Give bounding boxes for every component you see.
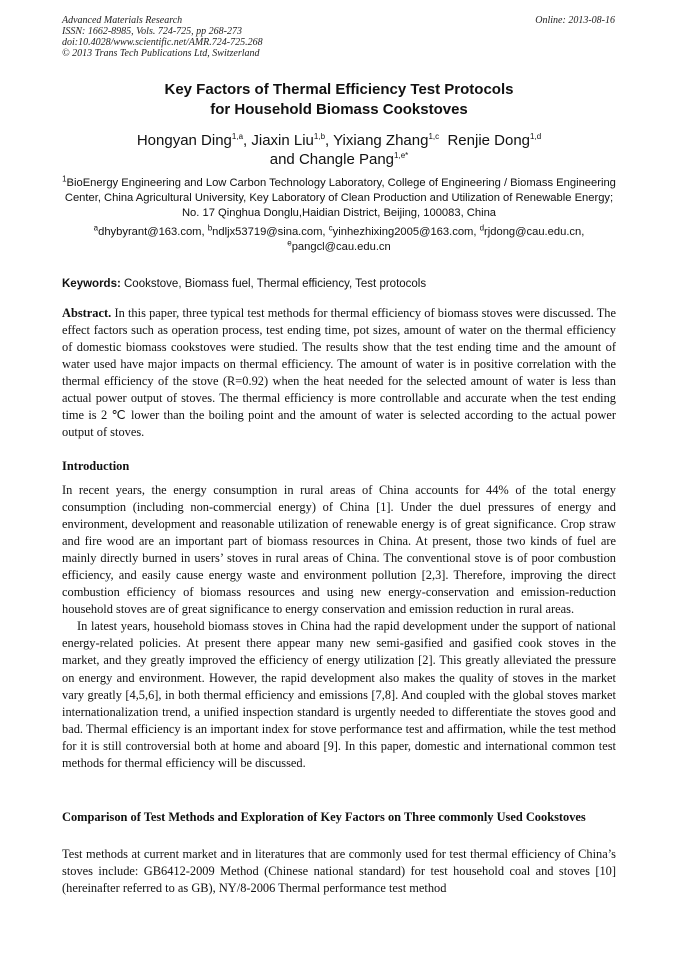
comparison-heading: Comparison of Test Methods and Exploration of Key Factors on Three commonly Used Cookstoves [62, 810, 586, 824]
email-link[interactable]: rjdong@cau.edu.cn, [484, 226, 585, 238]
email-mark: a [93, 223, 99, 233]
issn-line: ISSN: 1662-8985, Vols. 724-725, pp 268-273 [62, 26, 242, 37]
email-mark: b [207, 223, 213, 233]
author-affil-mark: 1,e* [394, 151, 409, 160]
email-list [62, 225, 616, 255]
paragraph: In latest years, household biomass stoves in China had the rapid development under the support of national energy-related policies. At present there appear many new semi-gasified and gasified cook stoves in the market, and they greatly improved the efficiency of energy utilization [2]. This greatly alleviated the pressure on energy and environment. However, the rapid development also makes the quality of stoves in the market vary greatly [4,5,6], in both thermal efficiency and emissions [7,8]. And coupled with the global stoves market internationalization trend, a unified inspection standard is urgently needed to differentiate the stoves good and bad. Thermal efficiency is an important index for stove performance test and affirmation, while the test method for it is still controversial both at home and aboard [9]. In this paper, domestic and international common test methods for thermal efficiency will be discussed. [62, 619, 616, 770]
copyright-line: © 2013 Trans Tech Publications Ltd, Switzerland [62, 48, 260, 59]
author-name: Hongyan Ding [136, 132, 232, 149]
title-line-2: for Household Biomass Cookstoves [210, 101, 468, 118]
introduction-body [62, 482, 616, 772]
author-affil-mark: 1,c [428, 132, 440, 141]
email-link[interactable]: ndljx53719@sina.com, [212, 226, 329, 238]
email-link[interactable]: yinhezhixing2005@163.com, [332, 226, 480, 238]
author-list: Hongyan Ding$^{1,a}$, Jiaxin Liu$^{1,b}$, Yixiang Zhang$^{1,c}$ Renjie Dong$^{1,d}$ and Changle Pang$^{1,e*}$ [136, 132, 542, 168]
email-mark: c [328, 223, 333, 233]
paragraph: In recent years, the energy consumption in rural areas of China accounts for 44% of the total energy consumption (including non-commercial energy) of China [1]. Under the duel pressures of energy and environment, development and reasonable utilization of renewable energy is of great significance. Crop straw and fire wood are an important part of biomass resources in China. At present, those two kinds of fuel are mainly directly burned in users’ stoves in rural areas of China. The conventional stove is of poor combustion efficiency, and easily cause energy waste and environment pollution [2,3]. Therefore, improving the direct combustion efficiency of biomass resources and using new energy-conservation and emission-reduction household stoves are of great significance to energy conservation and emission reduction in rural areas. [62, 483, 616, 617]
author-affil-mark: 1,b [313, 132, 326, 141]
introduction-heading: Introduction [62, 459, 130, 473]
author-name: Yixiang Zhang [333, 132, 429, 149]
comparison-body [62, 846, 616, 897]
online-date: Online: 2013-08-16 [535, 15, 615, 26]
paragraph: Test methods at current market and in literatures that are commonly used for test thermal efficiency of China’s stoves include: GB6412-2009 Method (Chinese national standard) for test household coal and stoves [10] (hereinafter referred to as GB), NY/8-2006 Thermal performance test method [62, 847, 616, 896]
author-affil-mark: 1,d [530, 132, 542, 141]
abstract [62, 305, 616, 441]
journal-name: Advanced Materials Research [62, 15, 183, 26]
keywords [62, 277, 616, 291]
author-name: Jiaxin Liu [251, 132, 314, 149]
abstract-text: In this paper, three typical test methods for thermal efficiency of biomass stoves were discussed. The effect factors such as operation process, test ending time, pot sizes, amount of water on the thermal efficiency of domestic biomass cookstoves were studied. The results show that the test ending time and the amount of water used have major impacts on thermal efficiency. The amount of water is in positive correlation with the thermal efficiency of the stove (R=0.92) when the heat needed for the selected amount of water is less than actual power output of stoves. The thermal efficiency is more controllable and accurate when the test ending time is 2 ℃ lower than the boiling point and the amount of water is selected according to the actual power output of stoves. [62, 306, 616, 440]
author-name: Renjie Dong [447, 132, 531, 149]
affiliation-mark: 1 [62, 174, 67, 184]
author-conjunction: and [269, 151, 299, 168]
author-affil-mark: 1,a [231, 132, 244, 141]
keywords-text: Cookstove, Biomass fuel, Thermal efficiency, Test protocols [120, 278, 427, 290]
affiliation-text: BioEnergy Engineering and Low Carbon Technology Laboratory, College of Engineering / Biomass Engineering Center, China Agricultural University, Key Laboratory of Clean Production and Utilization of Renewable Energy; No. 17 Qinghua Donglu,Haidian District, Beijing, 100083, China [64, 177, 616, 219]
email-mark: e [287, 238, 292, 248]
doi-line: doi:10.4028/www.scientific.net/AMR.724-725.268 [62, 37, 263, 48]
abstract-label: Abstract. [62, 306, 112, 320]
title-line-1: Key Factors of Thermal Efficiency Test Protocols [164, 81, 514, 98]
affiliation [62, 176, 616, 221]
journal-meta [62, 15, 263, 59]
email-mark: d [479, 223, 485, 233]
email-link[interactable]: dhybyrant@163.com, [98, 226, 208, 238]
keywords-label: Keywords: [62, 278, 121, 290]
paper-title [62, 80, 616, 120]
email-link[interactable]: pangcl@cau.edu.cn [291, 241, 391, 253]
author-name: Changle Pang [298, 151, 395, 168]
